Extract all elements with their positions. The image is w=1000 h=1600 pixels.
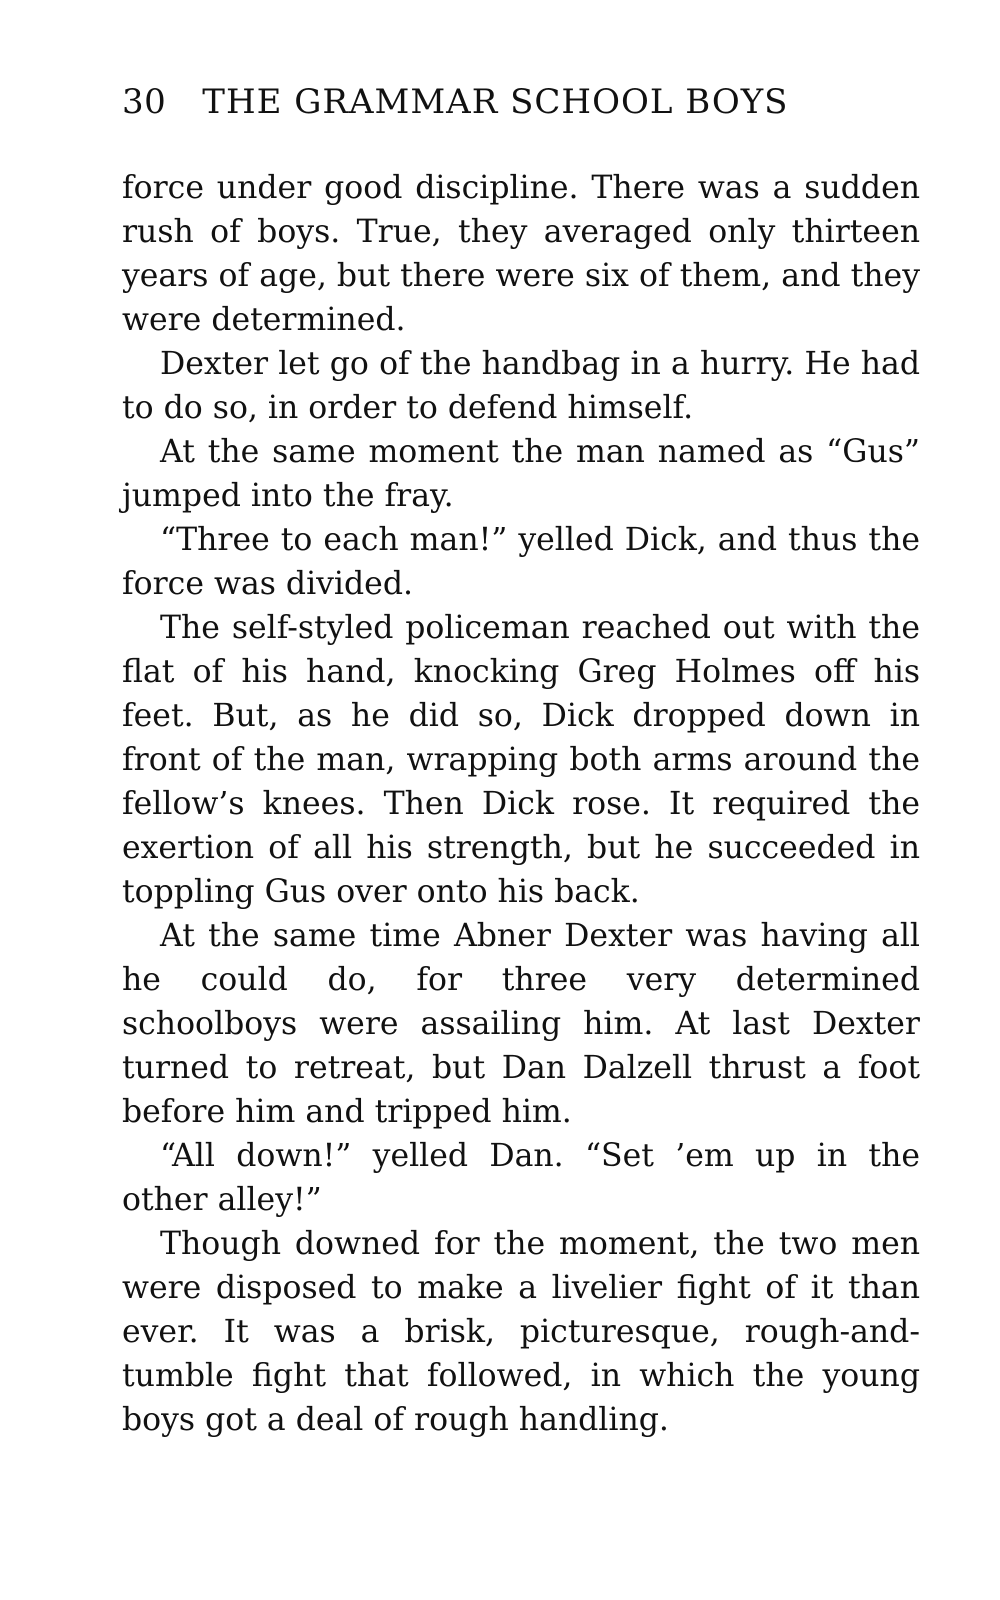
paragraph-3: At the same moment the man named as “Gus” jumped into the fray.	[122, 434, 920, 514]
paragraph-8: Though downed for the moment, the two men were disposed to make a livelier fight of it than ever. It was a brisk, picturesque, rough-and-tumble fight that followed, in which the young boys got a deal of rough handling.	[122, 1226, 920, 1438]
paragraph-1: force under good discipline. There was a sudden rush of boys. True, they averaged only thirteen years of age, but there were six of them, and they were determined.	[122, 170, 920, 338]
body-text	[122, 166, 920, 1442]
paragraph-7: “All down!” yelled Dan. “Set ’em up in the other alley!”	[122, 1138, 920, 1218]
paragraph-6: At the same time Abner Dexter was having all he could do, for three very determined schoolboys were assailing him. At last Dexter turned to retreat, but Dan Dalzell thrust a foot before him and tripped him.	[122, 918, 920, 1130]
paragraph-4: “Three to each man!” yelled Dick, and thus the force was divided.	[122, 522, 920, 602]
book-title: THE GRAMMAR SCHOOL BOYS	[202, 82, 789, 122]
running-head	[122, 74, 922, 130]
paragraph-2: Dexter let go of the handbag in a hurry. He had to do so, in order to defend himself.	[122, 346, 920, 426]
page-number: 30	[122, 82, 167, 122]
paragraph-5: The self-styled policeman reached out with the flat of his hand, knocking Greg Holmes off his feet. But, as he did so, Dick dropped down in front of the man, wrapping both arms around the fellow’s knees. Then Dick rose. It required the exertion of all his strength, but he succeeded in toppling Gus over onto his back.	[122, 610, 920, 910]
